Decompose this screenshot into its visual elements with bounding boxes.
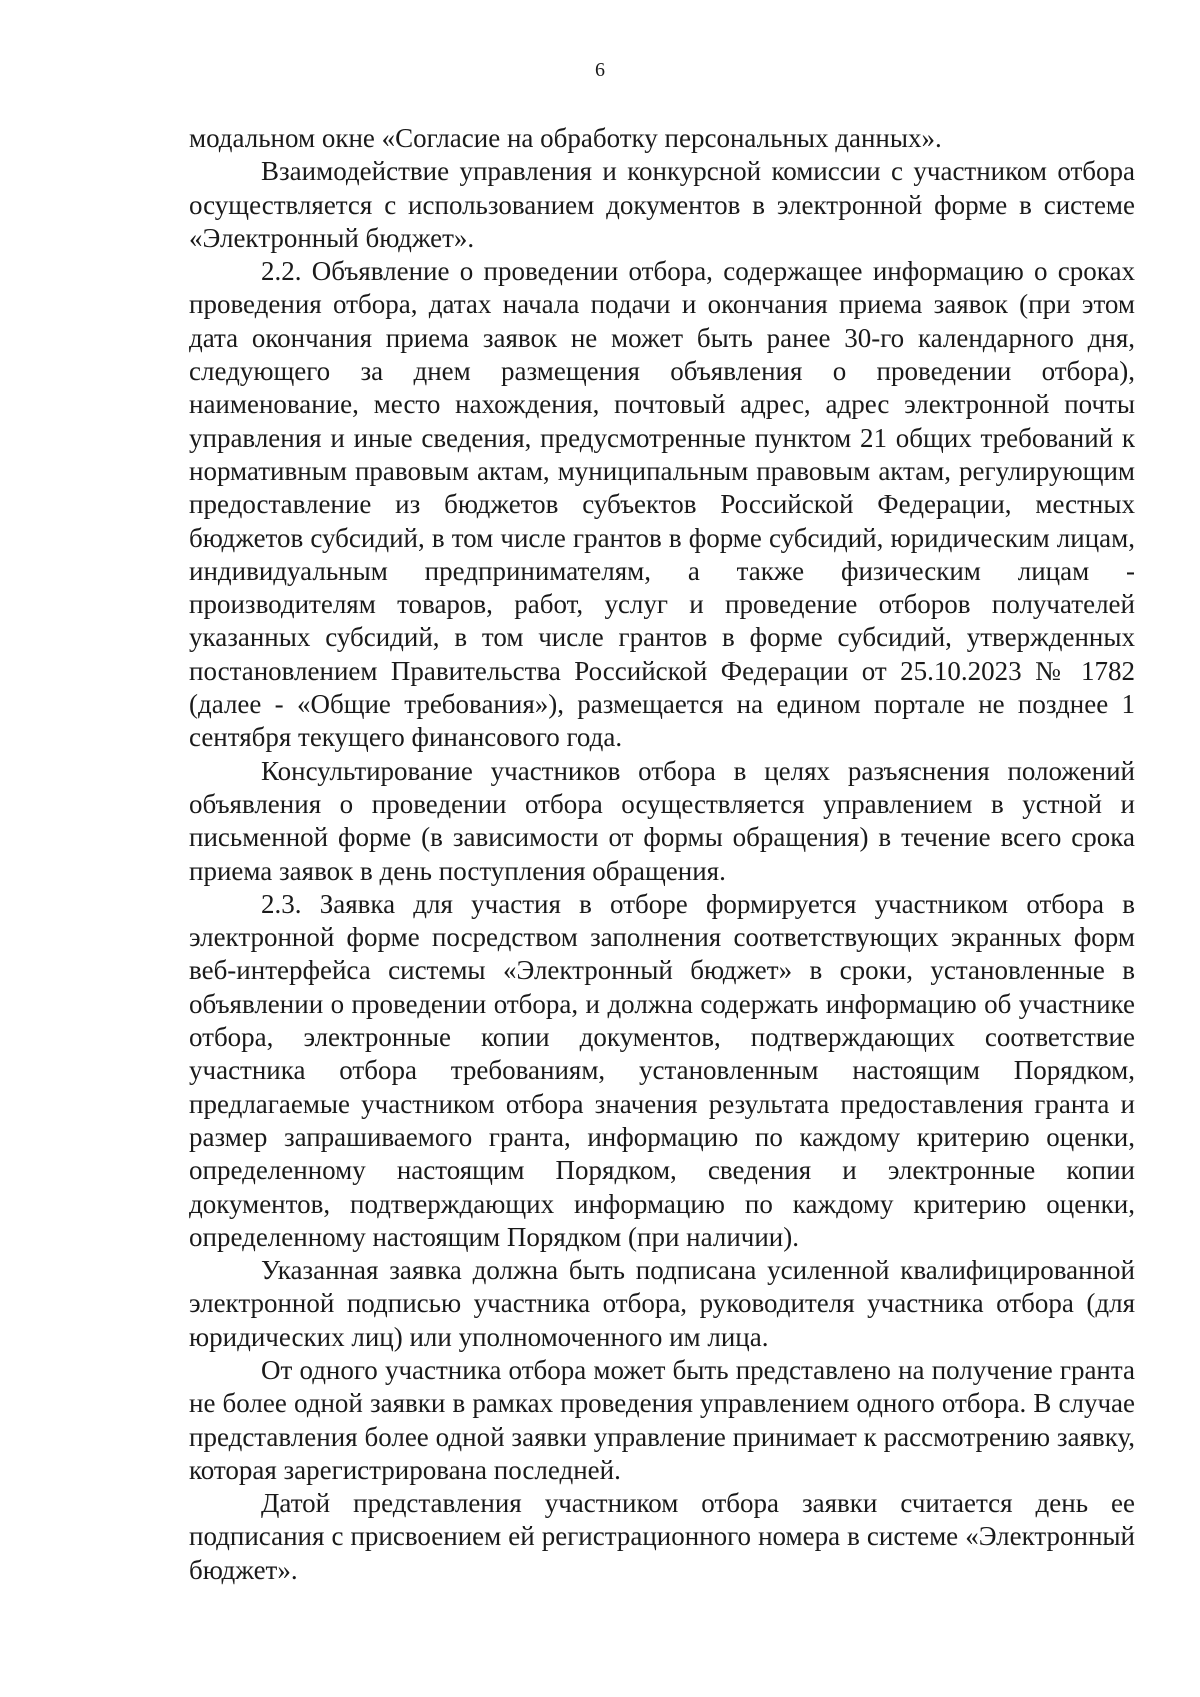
paragraph-submission-date: Датой представления участником отбора заявки считается день ее подписания с присвоением ей регистрационного номера в системе «Электронный бюджет». <box>189 1488 1135 1585</box>
document-body <box>189 122 1135 1587</box>
paragraph-continuation: модальном окне «Согласие на обработку персональных данных». <box>189 123 942 153</box>
page-number: 6 <box>595 59 605 81</box>
paragraph-2-3-application: 2.3. Заявка для участия в отборе формируется участником отбора в электронной форме посредством заполнения соответствующих экранных форм веб-интерфейса системы «Электронный бюджет» в сроки, установленные в объявлении о проведении отбора, и должна содержать информацию об участнике отбора, электронные копии документов, подтверждающих соответствие участника отбора требованиям, установленным настоящим Порядком, предлагаемые участником отбора значения результата предоставления гранта и размер запрашиваемого гранта, информацию по каждому критерию оценки, определенному настоящим Порядком, сведения и электронные копии документов, подтверждающих информацию по каждому критерию оценки, определенному настоящим Порядком (при наличии). <box>189 888 1135 1252</box>
paragraph-signature: Указанная заявка должна быть подписана усиленной квалифицированной электронной подписью участника отбора, руководителя участника отбора (для юридических лиц) или уполномоченного им лица. <box>189 1255 1135 1352</box>
paragraph-2-2-announcement: 2.2. Объявление о проведении отбора, содержащее информацию о сроках проведения отбора, датах начала подачи и окончания приема заявок (при этом дата окончания приема заявок не может быть ранее 30-го календарного дня, следующего за днем размещения объявления о проведении отбора), наименование, место нахождения, почтовый адрес, адрес электронной почты управления и иные сведения, предусмотренные пунктом 21 общих требований к нормативным правовым актам, муниципальным правовым актам, регулирующим предоставление из бюджетов субъектов Российской Федерации, местных бюджетов субсидий, в том числе грантов в форме субсидий, юридическим лицам, индивидуальным предпринимателям, а также физическим лицам - производителям товаров, работ, услуг и проведение отборов получателей указанных субсидий, в том числе грантов в форме субсидий, утвержденных постановлением Правительства Российской Федерации от 25.10.2023 № 1782 (далее - «Общие требования»), размещается на едином портале не позднее 1 сентября текущего финансового года. <box>189 256 1135 753</box>
paragraph-one-application: От одного участника отбора может быть представлено на получение гранта не более одной заявки в рамках проведения управлением одного отбора. В случае представления более одной заявки управление принимает к рассмотрению заявку, которая зарегистрирована последней. <box>189 1354 1135 1485</box>
paragraph-interaction: Взаимодействие управления и конкурсной комиссии с участником отбора осуществляется с использованием документов в электронной форме в системе «Электронный бюджет». <box>189 156 1135 253</box>
paragraph-consulting: Консультирование участников отбора в целях разъяснения положений объявления о проведении отбора осуществляется управлением в устной и письменной форме (в зависимости от формы обращения) в течение всего срока приема заявок в день поступления обращения. <box>189 755 1135 886</box>
